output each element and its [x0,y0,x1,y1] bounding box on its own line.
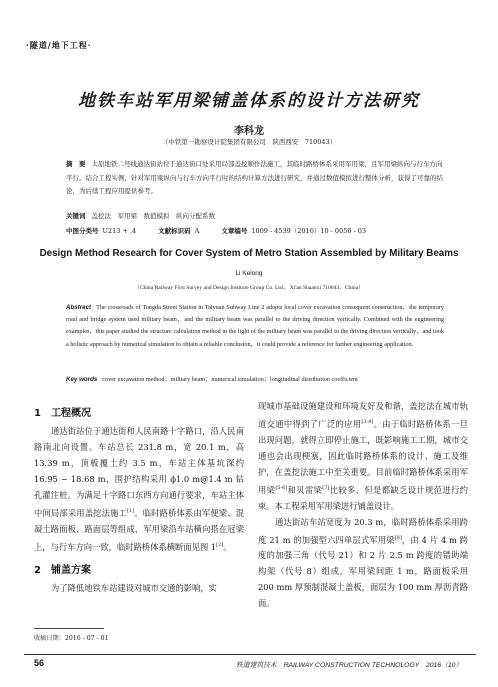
citation-5-6: [5-6] [275,484,288,491]
right-paragraph-2 [258,514,468,612]
keywords-en-text: cover excavation method；military beam；numerical simulation；longitudinal distribution coefficient [102,376,358,383]
paper-title-en: Design Method Research for Cover System of Metro Station Assembled by Military Beams [39,248,459,259]
clc-number [66,226,136,235]
clc-value: U213 + .4 [102,227,137,235]
citation-3-4: [3-4] [361,419,374,425]
keywords-cn-text: 盖挖法 军用梁 数值模拟 纵向分配系数 [91,212,215,220]
keywords-cn [66,211,444,220]
keywords-en [66,374,444,383]
journal-footer: 铁道建筑技术 RAILWAY CONSTRUCTION TECHNOLOGY 2016（10） [236,662,463,669]
body-right-column [258,398,468,611]
paper-title-cn: 地铁车站军用梁铺盖体系的设计方法研究 [78,91,420,111]
r1-text-d: 比较多，但是都缺乏设计规范进行约束。本工程采用军用梁进行铺盖设计。 [258,484,468,511]
abstract-en [66,302,444,351]
section-2-title: 铺盖方案 [50,564,91,576]
footer-divider [24,654,476,655]
section-1-number: 1 [34,408,41,419]
abstract-en-text: The crossroads of Tongda Street Station in Taiyuan Subway Line 2 adopts local cover excavation consequent construction，the temporary road and bridge system used military beam，and the military beam was parallel to the driving direction vertically. Combined with the engineering examples，this paper studied the structure calculation method in the light of the military beam was parallel to the driving direction vertically，and took a holistic approach by numerical simulation to obtain a reliable conclusion，it could provide a reference for further engineering application. [66,304,444,348]
abstract-en-label: Abstract [66,304,92,311]
r2-text-a: 通达街站车站宽度为 20.3 m，临时路桥体系采用跨度 21 m 的加强型六四单层式军用梁 [258,516,468,545]
keywords-en-label: Key words [66,376,98,383]
affiliation-en: （China Railway First Survey and Design Institute Group Co. Ltd.，Xi'an Shaanxi 710043，China） [134,285,364,291]
r1-text-a: 现城市基础设施建设和环境友好及和谐，盖挖法在城市轨道交通中得到了广泛的应用 [258,401,468,429]
section-1-title: 工程概况 [50,408,91,419]
abstract-cn-label: 摘 要 [66,160,86,168]
section-1-heading [34,404,244,419]
abstract-cn-text: 太原地铁二号线通达街站位于通达街口处采用局部盖挖顺作法施工，其临时路桥体系采用军用梁，且军用梁纵向与行车方向平行。结合工程实例，针对军用梁纵向与行车方向平行时的结构计算方法进行研究，并通过数值模拟进行整体分析，获得了可靠的结论，为后续工程应用提供参考。 [66,160,443,195]
doc-code [158,226,199,235]
affiliation-cn: （中铁第一勘察设计院集团有限公司 陕西西安 710043） [161,138,337,146]
received-date-footnote: 收稿日期：2016 - 07 - 01 [34,635,109,642]
body-left-column [34,404,244,596]
section-1-paragraph [34,423,244,555]
s1-text-b: 。临时路桥体系由军便梁、混凝土路面板、路面层等组成，军用梁沿车站横向搭在冠梁上，与行车方向一致，临时路桥体系横断面见图 1 [34,507,244,552]
article-value: 1009 - 4539（2016）10 - 0056 - 03 [251,227,367,235]
r1-text-c: 和贝雷梁 [287,484,323,495]
article-number [221,226,366,235]
right-paragraph-1 [258,398,468,514]
citation-2: [2] [216,541,224,548]
r1-text-b: 。由于临时路桥体系一旦出现问题，就得立即停止施工，既影响施工工期，城市交通也会出现梗塞，因此临时路桥体系的设计、施工及维护，在盖挖法施工中至关重要。目前临时路桥体系采用军用梁 [258,418,468,495]
classification-cn [66,226,444,235]
citation-7: [7] [322,484,330,491]
page-number: 56 [34,658,45,668]
r2-text-b: ，由 4 片 4 m 跨度的加强三角（代号 21）和 2 片 2.5 m 跨度的错助端构架（代号 8）组成，军用梁间距 1 m，路面板采用 200 mm 厚预制混凝土盖板，面层为 100 mm 厚沥青路面。 [258,534,468,609]
doc-label: 文献标识码 [158,227,191,235]
keywords-cn-label: 关键词 [66,212,86,220]
s1-text-a: 通达街站位于通达街和人民南路十字路口，沿人民南路南北向设置。车站总长 231.8 m，宽 20.1 m，高 13.39 m，顶板覆土约 3.5 m，车站主体基坑深约 16.95 ~ 18.68 m，围护结构采用 ϕ1.0 m@1.4 m 钻孔灌注桩。为满足十字路口东西方向通行要求，车站主体中间局部采用盖挖法施工 [34,426,244,518]
citation-1: [1] [127,508,135,514]
abstract-cn [66,158,444,199]
footnote-divider [34,628,104,629]
clc-label: 中图分类号 [66,227,99,235]
doc-value: A [194,227,200,235]
section-2-paragraph: 为了降低地铁车站建设对城市交通的影响，实 [51,582,217,593]
s1-text-end: 。 [223,541,232,552]
section-tag: ·隧道/地下工程· [26,40,92,50]
section-2-number: 2 [34,564,41,576]
author-cn: 李科龙 [234,126,264,137]
section-2-heading [34,561,244,576]
author-en: Li Kelong [235,270,263,277]
article-label: 文章编号 [221,227,248,235]
citation-8: [8] [394,534,402,541]
